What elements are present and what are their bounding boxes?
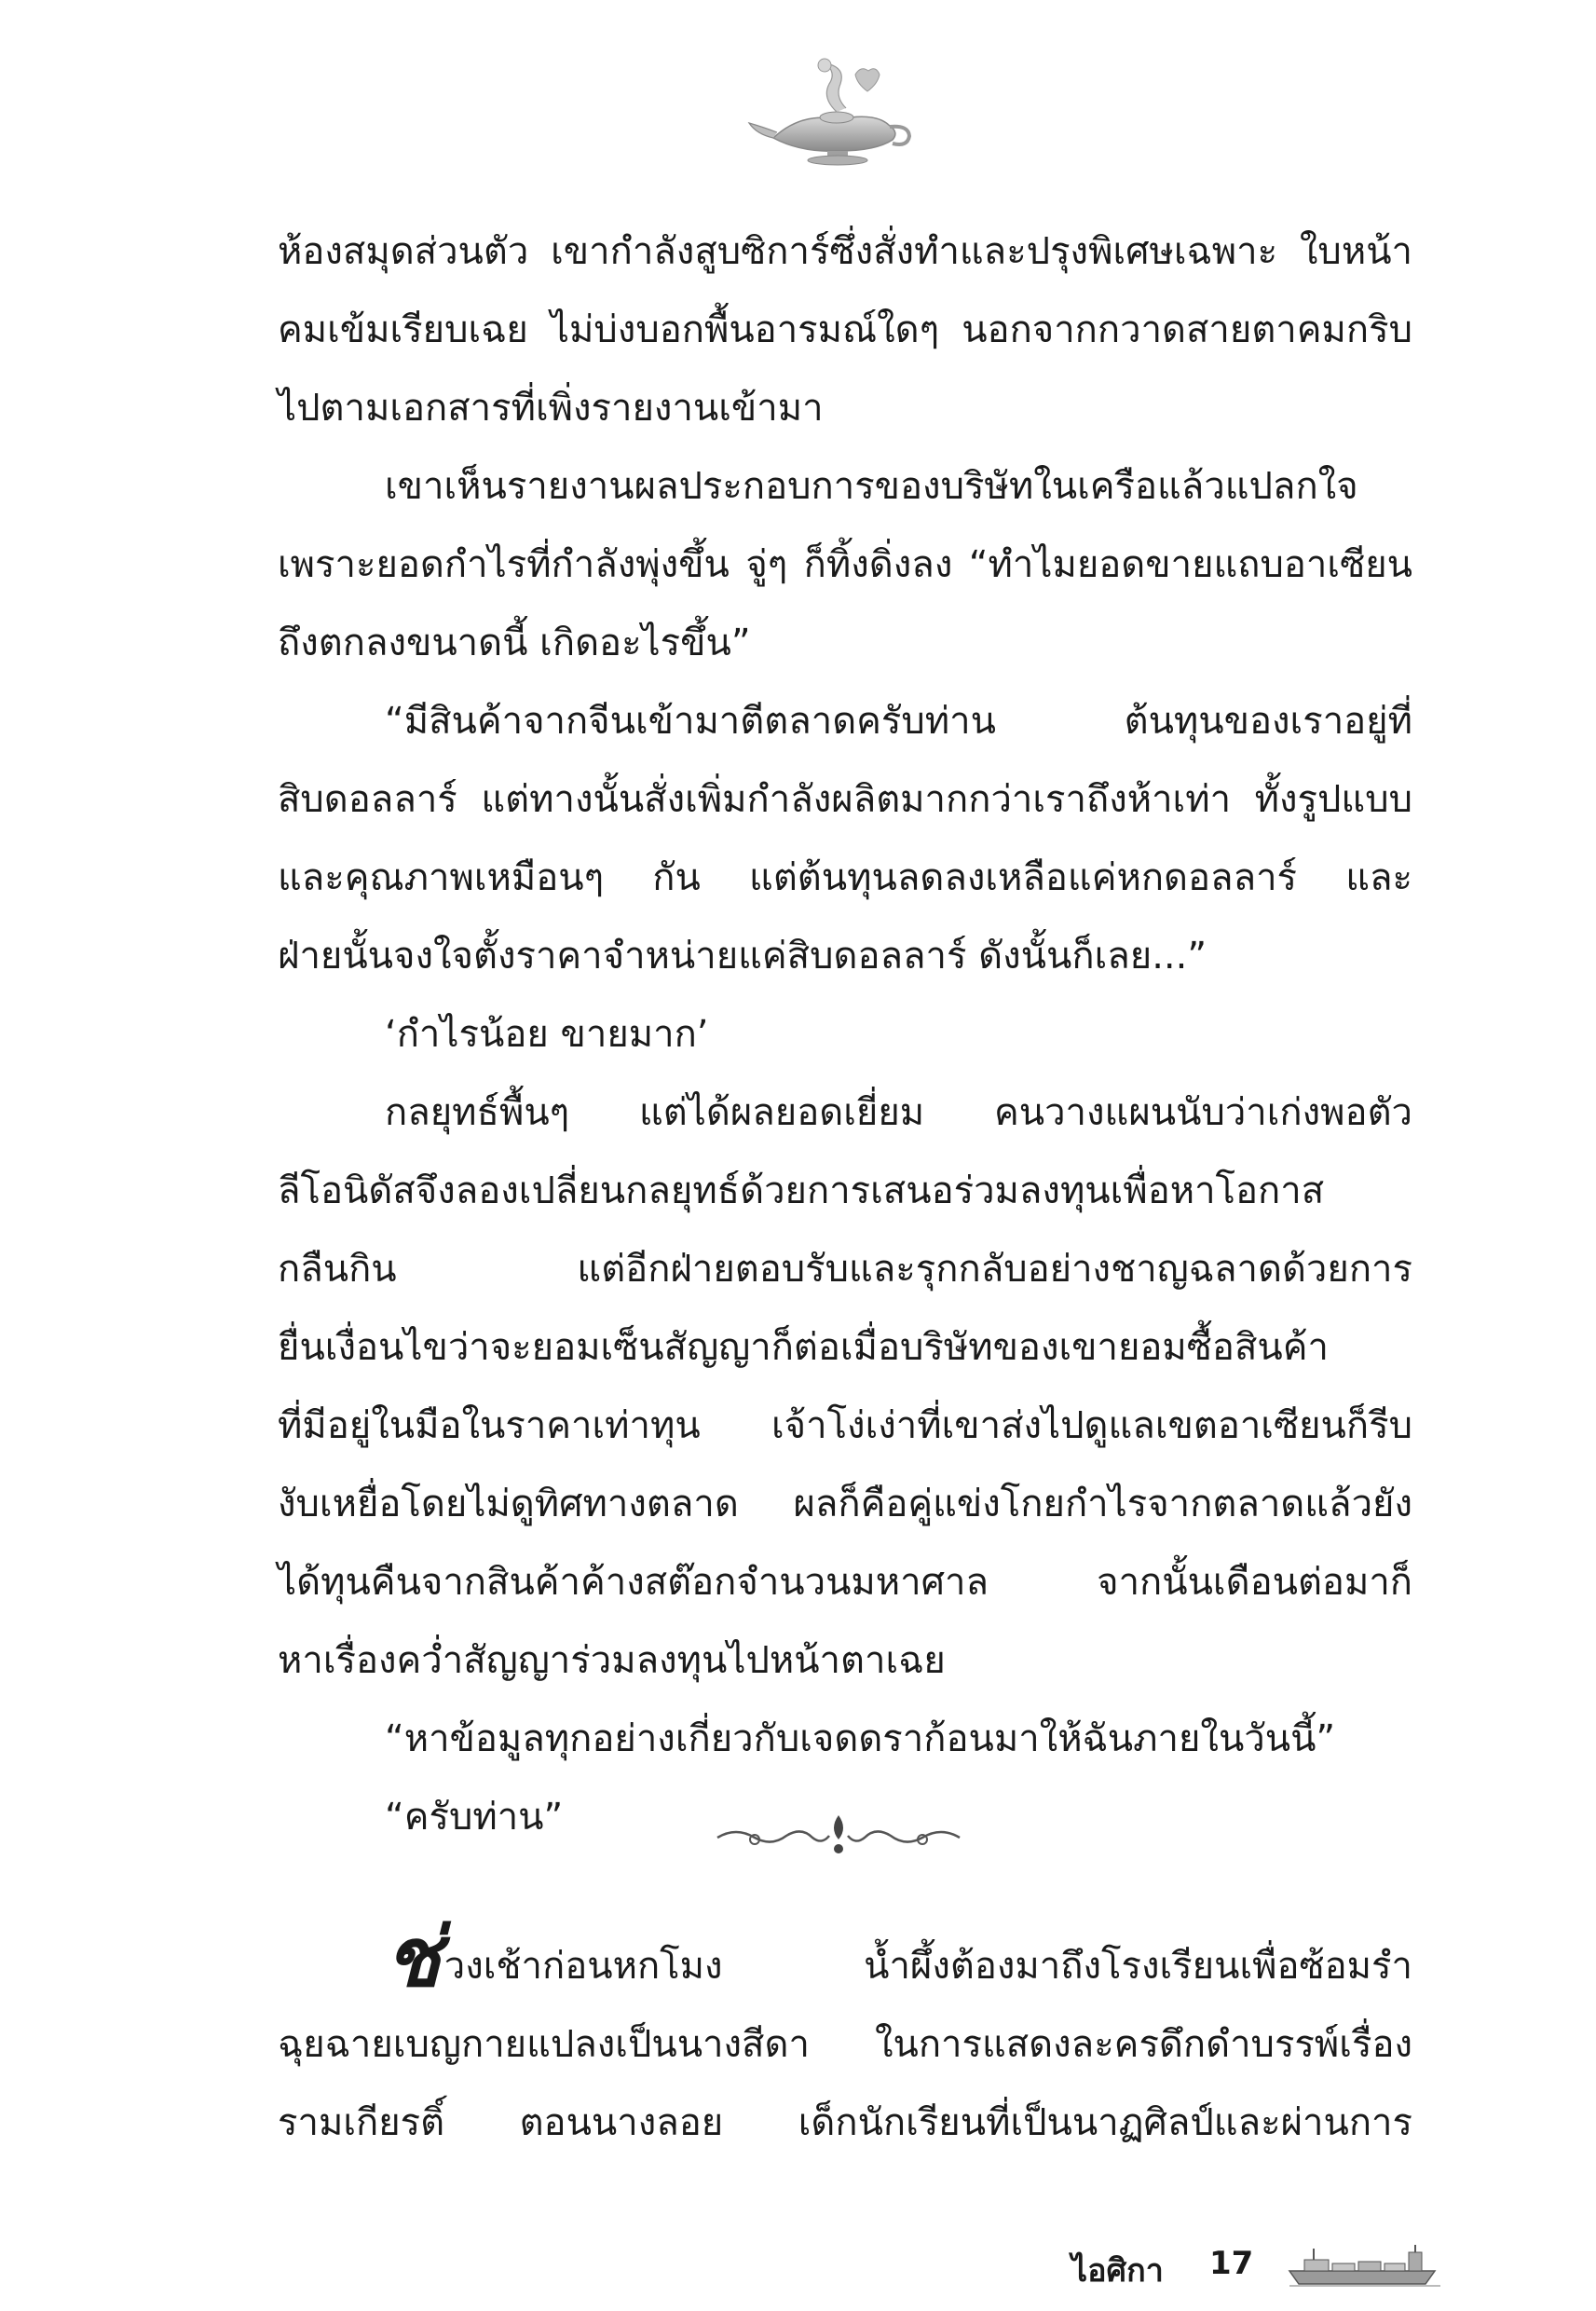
text-line: รามเกียรติ์ ตอนนางลอย เด็กนักเรียนที่เป็นนาฏศิลป์และผ่านการ	[278, 2101, 1412, 2144]
paragraph	[278, 447, 1412, 682]
text-line: คมเข้มเรียบเฉย ไม่บ่งบอกพื้นอารมณ์ใดๆ นอกจากกวาดสายตาคมกริบ	[278, 308, 1412, 351]
text-line: ไปตามเอกสารที่เพิ่งรายงานเข้ามา	[278, 387, 824, 430]
paragraph	[278, 1073, 1412, 1700]
text-line: ฉุยฉายเบญกายแปลงเป็นนางสีดา ในการแสดงละครดึกดำบรรพ์เรื่อง	[278, 2023, 1412, 2066]
text-line: หาเรื่องคว่ำสัญญาร่วมลงทุนไปหน้าตาเฉย	[278, 1639, 946, 1682]
text-line: “หาข้อมูลทุกอย่างเกี่ยวกับเจดดราก้อนมาให้ฉันภายในวันนี้”	[385, 1717, 1336, 1760]
paragraph	[278, 1700, 1412, 1778]
section-two-line	[278, 2005, 1412, 2084]
paragraph	[278, 995, 1412, 1073]
text-line: กลืนกิน แต่อีกฝ่ายตอบรับและรุกกลับอย่างชาญฉลาดด้วยการ	[278, 1248, 1412, 1291]
text-line: ‘กำไรน้อย ขายมาก’	[385, 1013, 709, 1056]
text-line: ยื่นเงื่อนไขว่าจะยอมเซ็นสัญญาก็ต่อเมื่อบริษัทของเขายอมซื้อสินค้า	[278, 1326, 1329, 1369]
text-line: งับเหยื่อโดยไม่ดูทิศทางตลาด ผลก็คือคู่แข่งโกยกำไรจากตลาดแล้วยัง	[278, 1483, 1412, 1525]
section-two-line	[278, 2084, 1412, 2162]
section-two-text	[278, 1908, 1412, 2162]
text-line: ที่มีอยู่ในมือในราคาเท่าทุน เจ้าโง่เง่าที่เขาส่งไปดูแลเขตอาเซียนก็รีบ	[278, 1404, 1412, 1447]
text-line: ถึงตกลงขนาดนี้ เกิดอะไรขึ้น”	[278, 622, 751, 664]
ornament-divider-icon	[708, 1806, 969, 1862]
dropcap-letter: ช่	[385, 1908, 441, 2005]
page-footer	[1071, 2241, 1463, 2297]
text-line: ลีโอนิดัสจึงลองเปลี่ยนกลยุทธ์ด้วยการเสนอร่วมลงทุนเพื่อหาโอกาส	[278, 1169, 1325, 1212]
text-line: “ครับท่าน”	[385, 1796, 564, 1839]
section-one-text	[278, 212, 1412, 1856]
paragraph	[278, 212, 1412, 447]
text-line: กลยุทธ์พื้นๆ แต่ได้ผลยอดเยี่ยม คนวางแผนนับว่าเก่งพอตัว	[385, 1091, 1412, 1134]
ship-icon	[1286, 2243, 1444, 2290]
text-line: สิบดอลลาร์ แต่ทางนั้นสั่งเพิ่มกำลังผลิตมากกว่าเราถึงห้าเท่า ทั้งรูปแบบ	[278, 778, 1412, 821]
first-line-rest: วงเช้าก่อนหกโมง น้ำผึ้งต้องมาถึงโรงเรียนเพื่อซ้อมรำ	[443, 1945, 1412, 1988]
text-line: เขาเห็นรายงานผลประกอบการของบริษัทในเครือแล้วแปลกใจ	[385, 465, 1358, 508]
footer-book-title: ไอศิกา	[1071, 2252, 1164, 2290]
text-line: “มีสินค้าจากจีนเข้ามาตีตลาดครับท่าน ต้นทุนของเราอยู่ที่	[385, 700, 1412, 743]
page-number: 17	[1209, 2245, 1254, 2282]
text-line: ห้องสมุดส่วนตัว เขากำลังสูบซิการ์ซึ่งสั่งทำและปรุงพิเศษเฉพาะ ใบหน้า	[278, 230, 1412, 273]
text-line: เพราะยอดกำไรที่กำลังพุ่งขึ้น จู่ๆ ก็ทิ้งดิ่งลง “ทำไมยอดขายแถบอาเซียน	[278, 543, 1412, 586]
genie-lamp-icon	[736, 47, 922, 168]
paragraph	[278, 682, 1412, 995]
text-line: ฝ่ายนั้นจงใจตั้งราคาจำหน่ายแค่สิบดอลลาร์ ดังนั้นก็เลย...”	[278, 935, 1207, 978]
text-line: และคุณภาพเหมือนๆ กัน แต่ต้นทุนลดลงเหลือแค่หกดอลลาร์ และ	[278, 856, 1412, 899]
text-line: ได้ทุนคืนจากสินค้าค้างสต๊อกจำนวนมหาศาล จากนั้นเดือนต่อมาก็	[278, 1561, 1412, 1604]
section-two-first-line	[278, 1908, 1412, 2005]
